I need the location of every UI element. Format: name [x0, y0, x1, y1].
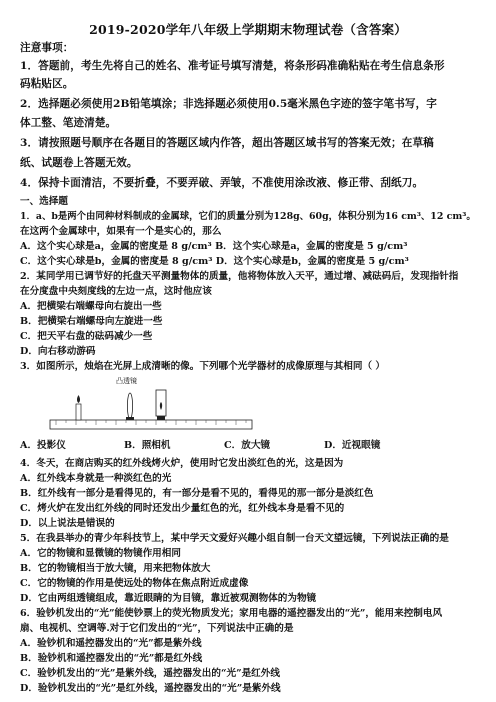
question-line: 3．如图所示，烛焰在光屏上成清晰的像。下列哪个光学器材的成像原理与其相同（ ） [20, 361, 385, 372]
question-line: 5．在我县举办的青少年科技节上，某中学天文爱好兴趣小组自制一台天文望远镜，下列说法正确的是 [20, 533, 449, 544]
note-line: 4．保持卡面清洁，不要折叠，不要弄破、弄皱，不准使用涂改液、修正带、刮纸刀。 [20, 177, 424, 189]
option-line: A．红外线本身就是一种淡红色的光 [20, 473, 172, 484]
lens-label: 凸透镜 [116, 377, 137, 385]
note-line: 2．选择题必须使用2B铅笔填涂；非选择题必须使用0.5毫米黑色字迹的签字笔书写，字 [20, 98, 438, 110]
light-screen [156, 390, 166, 420]
note-line: 纸、试题卷上答题无效。 [20, 157, 138, 169]
q3-option-b: B．照相机 [124, 440, 171, 451]
question-line: 6．验钞机发出的“光”能使钞票上的荧光物质发光；家用电器的遥控器发出的“光”，能用来控制电风 [20, 608, 443, 619]
option-line: B．验钞机和遥控器发出的“光”都是红外线 [20, 653, 203, 664]
note-line: 体工整、笔迹清楚。 [20, 117, 117, 129]
question-line: 扇、电视机、空调等.对于它们发出的“光”，下列说法中正确的是 [20, 623, 294, 634]
option-line: C．烤火炉在发出红外线的同时还发出少量红色的光，红外线本身是看不见的 [20, 503, 345, 514]
page-title: 2019-2020学年八年级上学期期末物理试卷（含答案） [89, 22, 407, 37]
option-line: A．验钞机和遥控器发出的“光”都是紫外线 [20, 638, 202, 649]
question-line: 4．冬天，在商店购买的红外线烤火炉，使用时它发出淡红色的光，这是因为 [20, 458, 344, 469]
question-line: 2．某同学用已调节好的托盘天平测量物体的质量，他将物体放入天平，通过增、减砝码后，发现指针指 [20, 271, 459, 282]
question-line: 在分度盘中央刻度线的左边一点，这时他应该 [20, 286, 212, 297]
q3-option-d: D．近视眼镜 [324, 440, 381, 451]
option-line: B．把横梁右端螺母向左旋进一些 [20, 316, 163, 327]
note-line: 3．请按照题号顺序在各题目的答题区域内作答，超出答题区域书写的答案无效；在草稿 [20, 137, 434, 149]
note-line: 码粘贴区。 [20, 78, 74, 90]
q3-option-c: C．放大镜 [224, 440, 271, 451]
candle [76, 395, 81, 420]
option-line: D．以上说法是错误的 [20, 518, 115, 529]
option-line: D．向右移动游码 [20, 346, 96, 357]
question-line: 在这两个金属球中，如果有一个是实心的，那么 [20, 226, 222, 237]
section-heading: 一、选择题 [20, 196, 68, 207]
option-line: C．把天平右盘的砝码减少一些 [20, 331, 153, 342]
optical-bench-diagram [46, 382, 256, 438]
option-line: B．它的物镜相当于放大镜，用来把物体放大 [20, 563, 211, 574]
bench-rail [50, 420, 252, 429]
option-line: D．它由两组透镜组成，靠近眼睛的为目镜，靠近被观测物体的为物镜 [20, 593, 317, 604]
option-line: C．验钞机发出的“光”是紫外线，遥控器发出的“光”是红外线 [20, 668, 280, 679]
option-line: D．验钞机发出的“光”是红外线，遥控器发出的“光”是紫外线 [20, 683, 281, 694]
option-line: C．它的物镜的作用是使远处的物体在焦点附近成虚像 [20, 578, 249, 589]
q3-option-a: A．投影仪 [20, 440, 66, 451]
option-line: A．它的物镜和显微镜的物镜作用相同 [20, 548, 181, 559]
note-line: 1．答题前，考生先将自己的姓名、准考证号填写清楚，将条形码准确粘贴在考生信息条形 [20, 60, 445, 72]
option-line: A．把横梁右端螺母向右旋出一些 [20, 301, 162, 312]
option-line: B．红外线有一部分是看得见的，有一部分是看不见的，看得见的那一部分是淡红色 [20, 488, 374, 499]
convex-lens [126, 393, 134, 420]
option-line: A．这个实心球是a，金属的密度是 8 g/cm³ B．这个实心球是a，金属的密度是 5 g/cm³ [20, 241, 408, 252]
optical-bench-figure [46, 377, 256, 438]
notes-heading: 注意事项： [20, 42, 74, 54]
option-line: C．这个实心球是b，金属的密度是 8 g/cm³ D．这个实心球是b，金属的密度是 5 g/cm³ [20, 256, 409, 267]
question-line: 1．a、b是两个由同种材料制成的金属球，它们的质量分别为128g、60g，体积分别为16 cm³、12 cm³。 [20, 211, 476, 222]
